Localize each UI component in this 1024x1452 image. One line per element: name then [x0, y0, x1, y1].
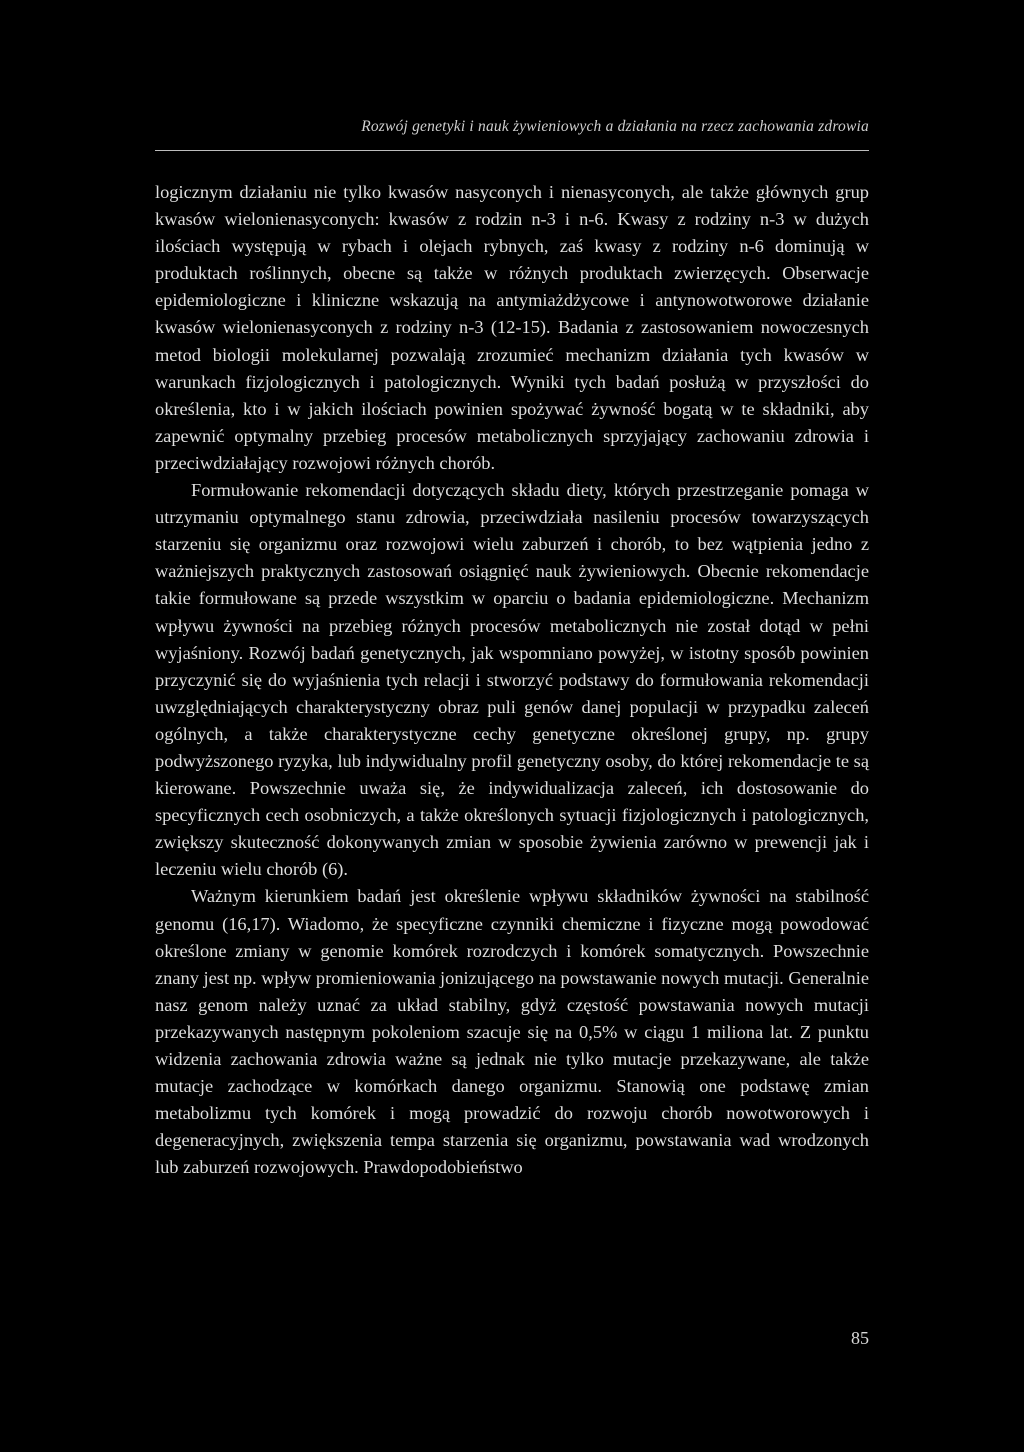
paragraph: Ważnym kierunkiem badań jest określenie wpływu składników żywności na stabilność genomu (16,17). Wiadomo, że specyficzne czynniki chemiczne i fizyczne mogą powodować określone zmiany w genomie komórek rozrodczych i komórek somatycznych. Powszechnie znany jest np. wpływ promieniowania jonizującego na powstawanie nowych mutacji. Generalnie nasz genom należy uznać za układ stabilny, gdyż częstość powstawania nowych mutacji przekazywanych następnym pokoleniom szacuje się na 0,5% w ciągu 1 miliona lat. Z punktu widzenia zachowania zdrowia ważne są jednak nie tylko mutacje przekazywane, ale także mutacje zachodzące w komórkach danego organizmu. Stanowią one podstawę zmian metabolizmu tych komórek i mogą prowadzić do rozwoju chorób nowotworowych i degeneracyjnych, zwiększenia tempa starzenia się organizmu, powstawania wad wrodzonych lub zaburzeń rozwojowych. Prawdopodobieństwo — [155, 886, 869, 1178]
body-text — [155, 179, 869, 1181]
paragraph: Formułowanie rekomendacji dotyczących składu diety, których przestrzeganie pomaga w utrzymaniu optymalnego stanu zdrowia, przeciwdziała nasileniu procesów towarzyszących starzeniu się organizmu oraz rozwojowi wielu zaburzeń i chorób, to bez wątpienia jedno z ważniejszych praktycznych zastosowań osiągnięć nauk żywieniowych. Obecnie rekomendacje takie formułowane są przede wszystkim w oparciu o badania epidemiologiczne. Mechanizm wpływu żywności na przebieg różnych procesów metabolicznych nie został dotąd w pełni wyjaśniony. Rozwój badań genetycznych, jak wspomniano powyżej, w istotny sposób powinien przyczynić się do wyjaśnienia tych relacji i stworzyć podstawy do formułowania rekomendacji uwzględniających charakterystyczny obraz puli genów danej populacji w przypadku zaleceń ogólnych, a także charakterystyczne cechy genetyczne określonej grupy, np. grupy podwyższonego ryzyka, lub indywidualny profil genetyczny osoby, do której rekomendacje te są kierowane. Powszechnie uważa się, że indywidualizacja zaleceń, ich dostosowanie do specyficznych cech osobniczych, a także określonych sytuacji fizjologicznych i patologicznych, zwiększy skuteczność dokonywanych zmian w sposobie żywienia zarówno w prewencji jak i leczeniu wielu chorób (6). — [155, 480, 869, 880]
header-divider — [155, 150, 869, 151]
running-header: Rozwój genetyki i nauk żywieniowych a działania na rzecz zachowania zdrowia — [361, 118, 869, 135]
page-number: 85 — [851, 1328, 869, 1348]
paragraph-continued: logicznym działaniu nie tylko kwasów nasyconych i nienasyconych, ale także głównych grup kwasów wielonienasyconych: kwasów z rodzin n-3 i n-6. Kwasy z rodziny n-3 w dużych ilościach występują w rybach i olejach rybnych, zaś kwasy z rodziny n-6 dominują w produktach roślinnych, obecne są także w różnych produktach zwierzęcych. Obserwacje epidemiologiczne i kliniczne wskazują na antymiażdżycowe i antynowotworowe działanie kwasów wielonienasyconych z rodziny n-3 (12-15). Badania z zastosowaniem nowoczesnych metod biologii molekularnej pozwalają zrozumieć mechanizm działania tych kwasów w warunkach fizjologicznych i patologicznych. Wyniki tych badań posłużą w przyszłości do określenia, kto i w jakich ilościach powinien spożywać żywność bogatą w te składniki, aby zapewnić optymalny przebieg procesów metabolicznych sprzyjający zachowaniu zdrowia i przeciwdziałający rozwojowi różnych chorób. — [155, 182, 869, 473]
